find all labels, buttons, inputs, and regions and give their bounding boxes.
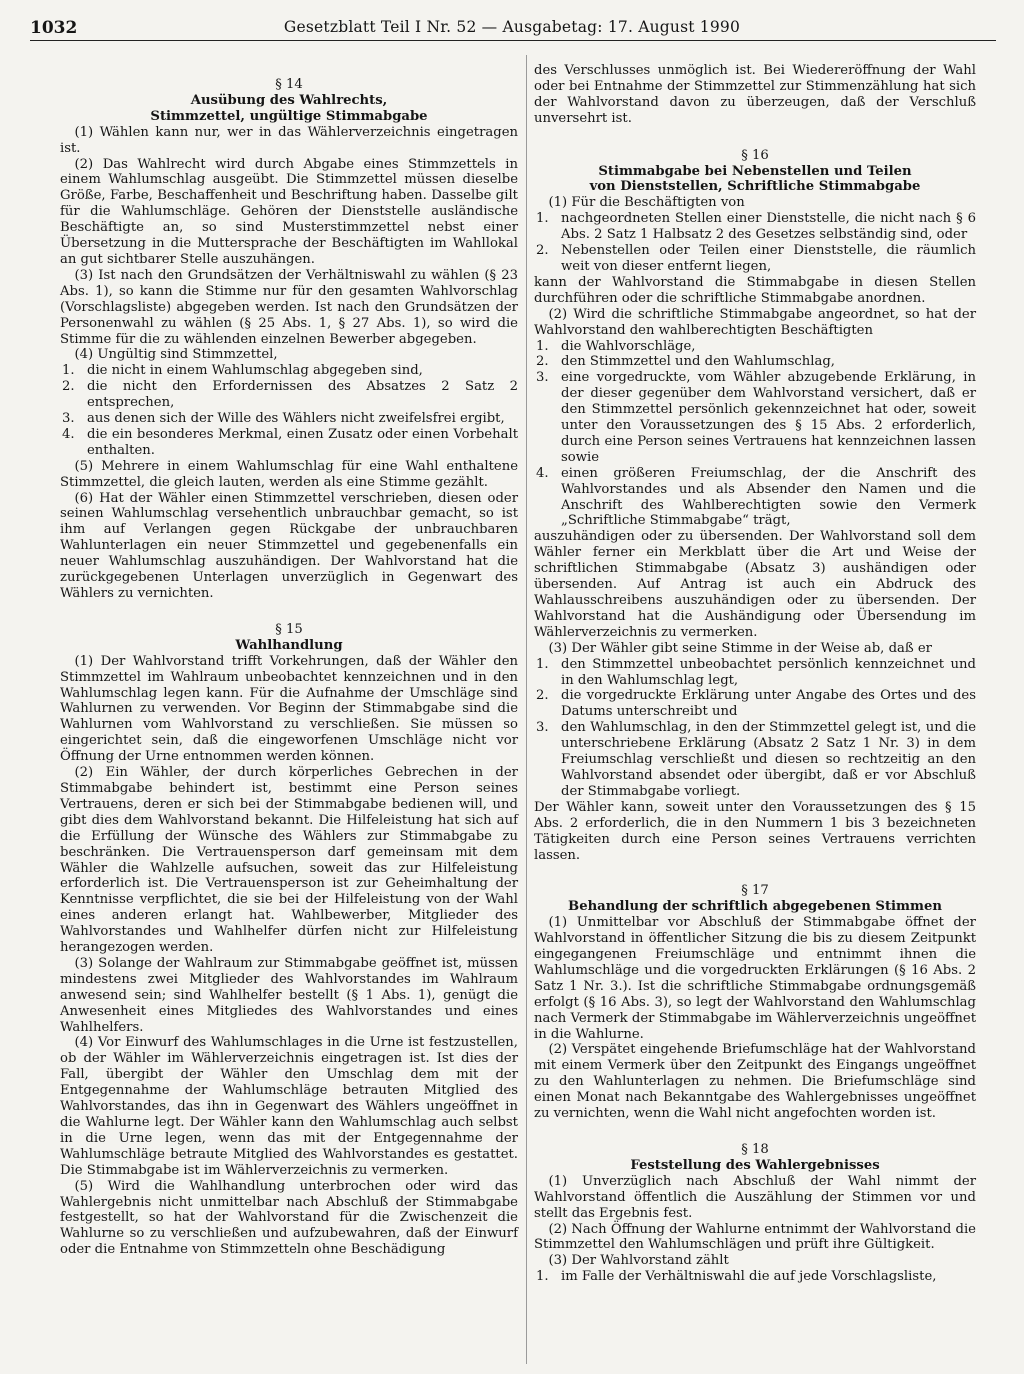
s18-count-list xyxy=(534,1269,976,1285)
list-number: 3. xyxy=(62,411,75,427)
list-text: die nicht den Erfordernissen des Absatzes 2 Satz 2 entsprechen, xyxy=(87,379,518,411)
header-rule xyxy=(30,40,996,41)
list-number: 3. xyxy=(536,720,549,736)
s16-paragraph-1b: kann der Wahlvorstand die Stimmabgabe in diesen Stellen durchführen oder die schriftliche Stimmabgabe anordnen. xyxy=(534,274,976,306)
list-text: nachgeordneten Stellen einer Dienststelle, die nicht nach § 6 Abs. 2 Satz 1 Halbsatz 2 des Gesetzes selbständig sind, oder xyxy=(561,211,976,243)
list-text: einen größeren Freiumschlag, der die Anschrift des Wahlvorstandes und als Absender den Namen und die Anschrift des Wahlberechtigten sowie den Vermerk „Schriftliche Stimmabgabe“ trägt, xyxy=(561,465,976,529)
section-14-title-line2: Stimmzettel, ungültige Stimmabgabe xyxy=(150,108,428,124)
section-14-number: § 14 xyxy=(275,77,303,92)
list-number: 2. xyxy=(536,243,549,259)
list-item xyxy=(534,243,976,275)
s14-invalid-list xyxy=(60,363,518,458)
section-15-number: § 15 xyxy=(275,621,303,637)
section-18-number: § 18 xyxy=(741,1142,769,1157)
list-text: aus denen sich der Wille des Wählers nicht zweifelsfrei ergibt, xyxy=(87,411,505,427)
list-text: Nebenstellen oder Teilen einer Dienststelle, die räumlich weit von dieser entfernt liegen, xyxy=(561,243,976,274)
s16-list-3 xyxy=(534,657,976,800)
list-text: die Wahlvorschläge, xyxy=(561,338,696,354)
page-header xyxy=(0,16,1024,46)
section-17-title: Behandlung der schriftlich abgegebenen Stimmen xyxy=(568,899,942,915)
s14-paragraph-1: (1) Wählen kann nur, wer in das Wählerverzeichnis eingetragen ist. xyxy=(60,124,518,156)
list-item xyxy=(60,427,518,459)
s15-paragraph-5-continued: des Verschlusses unmöglich ist. Bei Wiedereröffnung der Wahl oder bei Entnahme der Stimmzettel zur Stimmenzählung hat sich der Wahlvorstand davon zu überzeugen, daß der Verschluß unversehrt ist. xyxy=(534,63,976,126)
s14-paragraph-2: (2) Das Wahlrecht wird durch Abgabe eines Stimmzettels in einem Wahlumschlag ausgeübt. Die Stimmzettel müssen dieselbe Größe, Farbe, Beschaffenheit und Beschriftung haben. Dasselbe gilt für die Wahlumschläge. Gehören der Dienststelle ausländische Beschäftigte an, so sind Musterstimmzettel nebst einer Übersetzung in die Muttersprache der Beschäftigten im Wahllokal an gut sichtbarer Stelle auszuhängen. xyxy=(60,156,518,267)
list-item xyxy=(534,688,976,720)
s17-paragraph-1: (1) Unmittelbar vor Abschluß der Stimmabgabe öffnet der Wahlvorstand in öffentlicher Sitzung die bis zu diesem Zeitpunkt eingegangenen Freiumschläge und entnimmt ihnen die Wahlumschläge und die vorgedruckten Erklärungen (§ 16 Abs. 2 Satz 1 Nr. 3.). Ist die schriftliche Stimmabgabe ordnungsgemäß erfolgt (§ 16 Abs. 3), so legt der Wahlvorstand den Wahlumschlag nach Vermerk der Stimmabgabe im Wählerverzeichnis ungeöffnet in die Wahlurne. xyxy=(534,915,976,1042)
s16-list-2 xyxy=(534,339,976,530)
list-item xyxy=(534,354,976,370)
list-text: die nicht in einem Wahlumschlag abgegeben sind, xyxy=(87,363,423,379)
section-14-title-line1: Ausübung des Wahlrechts, xyxy=(190,92,388,108)
list-item xyxy=(534,339,976,355)
list-item xyxy=(534,211,976,243)
list-number: 2. xyxy=(62,379,75,395)
s17-paragraph-2: (2) Verspätet eingehende Briefumschläge hat der Wahlvorstand mit einem Vermerk über den Zeitpunkt des Eingangs ungeöffnet zu den Wahlunterlagen zu nehmen. Die Briefumschläge sind einen Monat nach Bekanntgabe des Wahlergebnisses ungeöffnet zu vernichten, wenn die Wahl nicht angefochten worden ist. xyxy=(534,1042,976,1122)
s15-paragraph-4: (4) Vor Einwurf des Wahlumschlages in die Urne ist festzustellen, ob der Wähler im Wählerverzeichnis eingetragen ist. Ist dies der Fall, übergibt der Wähler den Umschlag dem mit der Entgegennahme der Wahlumschläge betrauten Mitglied des Wahlvorstandes, das ihn in Gegenwart des Wählers ungeöffnet in die Wahlurne legt. Der Wähler kann den Wahlumschlag auch selbst in die Urne legen, wenn das mit der Entgegennahme der Wahlumschläge betraute Mitglied des Wahlvorstandes es gestattet. Die Stimmabgabe ist im Wählerverzeichnis zu vermerken. xyxy=(60,1035,518,1178)
s16-paragraph-3: (3) Der Wähler gibt seine Stimme in der Weise ab, daß er xyxy=(548,640,932,656)
list-text: den Stimmzettel und den Wahlumschlag, xyxy=(561,354,835,370)
section-16-title-line2: von Dienststellen, Schriftliche Stimmabgabe xyxy=(589,179,921,195)
list-item xyxy=(60,411,518,427)
list-item xyxy=(534,657,976,689)
s16-paragraph-3b: Der Wähler kann, soweit unter den Voraussetzungen des § 15 Abs. 2 erforderlich, die in den Nummern 1 bis 3 bezeichneten Tätigkeiten durch eine Person seines Vertrauens verrichten lassen. xyxy=(534,799,976,863)
list-number: 3. xyxy=(536,370,549,386)
list-item xyxy=(534,370,976,465)
s15-paragraph-2: (2) Ein Wähler, der durch körperliches Gebrechen in der Stimmabgabe behindert ist, bestimmt eine Person seines Vertrauens, deren er sich bei der Stimmabgabe bedienen will, und gibt dies dem Wahlvorstand bekannt. Die Hilfeleistung hat sich auf die Erfüllung der Wünsche des Wählers zur Stimmabgabe zu beschränken. Die Vertrauensperson darf gemeinsam mit dem Wähler die Wahlzelle aufsuchen, soweit das zur Hilfeleistung erforderlich ist. Die Vertrauensperson ist zur Geheimhaltung der Kenntnisse verpflichtet, die sie bei der Hilfeleistung von der Wahl eines anderen erlangt hat. Wahlbewerber, Mitglieder des Wahlvorstandes und Wahlhelfer dürfen nicht zur Hilfeleistung herangezogen werden. xyxy=(60,765,518,956)
list-text: eine vorgedruckte, vom Wähler abzugebende Erklärung, in der dieser gegenüber dem Wahlvorstand versichert, daß er den Stimmzettel persönlich gekennzeichnet hat oder, soweit unter den Voraussetzungen des § 15 Abs. 2 erforderlich, durch eine Person seines Vertrauens hat kennzeichnen lassen sowie xyxy=(561,370,976,465)
list-item xyxy=(534,720,976,800)
left-column xyxy=(60,63,518,1258)
list-number: 4. xyxy=(62,426,75,442)
list-number: 1. xyxy=(536,656,549,672)
s14-paragraph-3: (3) Ist nach den Grundsätzen der Verhältniswahl zu wählen (§ 23 Abs. 1), so kann die Stimme nur für den gesamten Wahlvorschlag (Vorschlagsliste) abgegeben werden. Ist nach den Grundsätzen der Personenwahl zu wählen (§ 25 Abs. 1, § 27 Abs. 1), so wird die Stimme für die zu wählenden einzelnen Bewerber abgegeben. xyxy=(60,267,518,347)
s15-paragraph-3: (3) Solange der Wahlraum zur Stimmabgabe geöffnet ist, müssen mindestens zwei Mitglieder des Wahlvorstandes im Wahlraum anwesend sein; sind Wahlhelfer bestellt (§ 1 Abs. 1), genügt die Anwesenheit eines Mitgliedes des Wahlvorstandes und eines Wahlhelfers. xyxy=(60,955,518,1035)
s18-paragraph-2: (2) Nach Öffnung der Wahlurne entnimmt der Wahlvorstand die Stimmzettel den Wahlumschlägen und prüft ihre Gültigkeit. xyxy=(534,1221,976,1253)
s18-paragraph-3: (3) Der Wahlvorstand zählt xyxy=(548,1253,729,1269)
right-column xyxy=(534,63,976,1285)
s14-paragraph-6: (6) Hat der Wähler einen Stimmzettel verschrieben, diesen oder seinen Wahlumschlag versehentlich unbrauchbar gemacht, so ist ihm auf Verlangen gegen Rückgabe der unbrauchbaren Wahlunterlagen ein neuer Stimmzettel und gegebenenfalls ein neuer Wahlumschlag auszuhändigen. Der Wahlvorstand hat die zurückgegebenen Unterlagen unverzüglich in Gegenwart des Wählers zu vernichten. xyxy=(60,490,518,601)
list-item xyxy=(534,466,976,530)
list-number: 1. xyxy=(536,338,549,354)
list-text: den Stimmzettel unbeobachtet persönlich kennzeichnet und in den Wahlumschlag legt, xyxy=(561,656,976,688)
list-number: 1. xyxy=(62,363,75,379)
section-18-title: Feststellung des Wahlergebnisses xyxy=(630,1157,880,1173)
list-text: die vorgedruckte Erklärung unter Angabe des Ortes und des Datums unterschreibt und xyxy=(561,688,976,720)
list-number: 4. xyxy=(536,465,549,481)
section-16-number: § 16 xyxy=(741,147,769,163)
list-item xyxy=(534,1269,976,1285)
s18-paragraph-1: (1) Unverzüglich nach Abschluß der Wahl nimmt der Wahlvorstand öffentlich die Auszählung der Stimmen vor und stellt das Ergebnis fest. xyxy=(534,1173,976,1221)
s16-paragraph-2: (2) Wird die schriftliche Stimmabgabe angeordnet, so hat der Wahlvorstand den wahlberechtigten Beschäftigten xyxy=(534,306,976,338)
list-number: 2. xyxy=(536,688,549,704)
s16-paragraph-1: (1) Für die Beschäftigten von xyxy=(548,195,745,211)
list-text: im Falle der Verhältniswahl die auf jede Vorschlagsliste, xyxy=(561,1269,937,1285)
column-separator xyxy=(526,55,527,1364)
section-17-number: § 17 xyxy=(741,883,769,899)
page-number: 1032 xyxy=(30,18,78,38)
s14-paragraph-4: (4) Ungültig sind Stimmzettel, xyxy=(74,347,278,363)
list-number: 1. xyxy=(536,211,549,227)
list-item xyxy=(60,379,518,411)
s15-paragraph-1: (1) Der Wahlvorstand trifft Vorkehrungen, daß der Wähler den Stimmzettel im Wahlraum unbeobachtet kennzeichnen und in den Wahlumschlag legen kann. Für die Aufnahme der Umschläge sind Wahlurnen zu verwenden. Vor Beginn der Stimmabgabe sind die Wahlurnen vom Wahlvorstand zu verschließen. Sie müssen so eingerichtet sein, daß die eingeworfenen Umschläge nicht vor Öffnung der Urne entnommen werden können. xyxy=(60,653,518,765)
list-number: 1. xyxy=(536,1269,549,1285)
section-16-title-line1: Stimmabgabe bei Nebenstellen und Teilen xyxy=(598,163,912,179)
s15-paragraph-5: (5) Wird die Wahlhandlung unterbrochen oder wird das Wahlergebnis nicht unmittelbar nach Abschluß der Stimmabgabe festgestellt, so hat der Wahlvorstand für die Zwischenzeit die Wahlurne so zu verschließen und aufzubewahren, daß der Einwurf oder die Entnahme von Stimmzetteln ohne Beschädigung xyxy=(60,1178,518,1258)
s16-list-1 xyxy=(534,211,976,275)
list-item xyxy=(60,363,518,379)
list-text: den Wahlumschlag, in den der Stimmzettel gelegt ist, und die unterschriebene Erklärung (Absatz 2 Satz 1 Nr. 3) in dem Freiumschlag verschließt und diesen so rechtzeitig an den Wahlvorstand absendet oder übergibt, daß er vor Abschluß der Stimmabgabe vorliegt. xyxy=(561,720,976,799)
running-title: Gesetzblatt Teil I Nr. 52 — Ausgabetag: 17. August 1990 xyxy=(283,18,741,36)
list-number: 2. xyxy=(536,354,549,370)
s16-paragraph-2b: auszuhändigen oder zu übersenden. Der Wahlvorstand soll dem Wähler ferner ein Merkblatt über die Art und Weise der schriftlichen Stimmabgabe (Absatz 3) aushändigen oder übersenden. Auf Antrag ist auch ein Abdruck des Wahlausschreibens auszuhändigen oder zu übersenden. Der Wahlvorstand hat die Aushändigung oder Übersendung im Wählerverzeichnis zu vermerken. xyxy=(534,529,976,640)
list-text: die ein besonderes Merkmal, einen Zusatz oder einen Vorbehalt enthalten. xyxy=(87,426,518,458)
s14-paragraph-5: (5) Mehrere in einem Wahlumschlag für eine Wahl enthaltene Stimmzettel, die gleich lauten, werden als eine Stimme gezählt. xyxy=(60,458,518,490)
section-15-title: Wahlhandlung xyxy=(235,637,343,653)
